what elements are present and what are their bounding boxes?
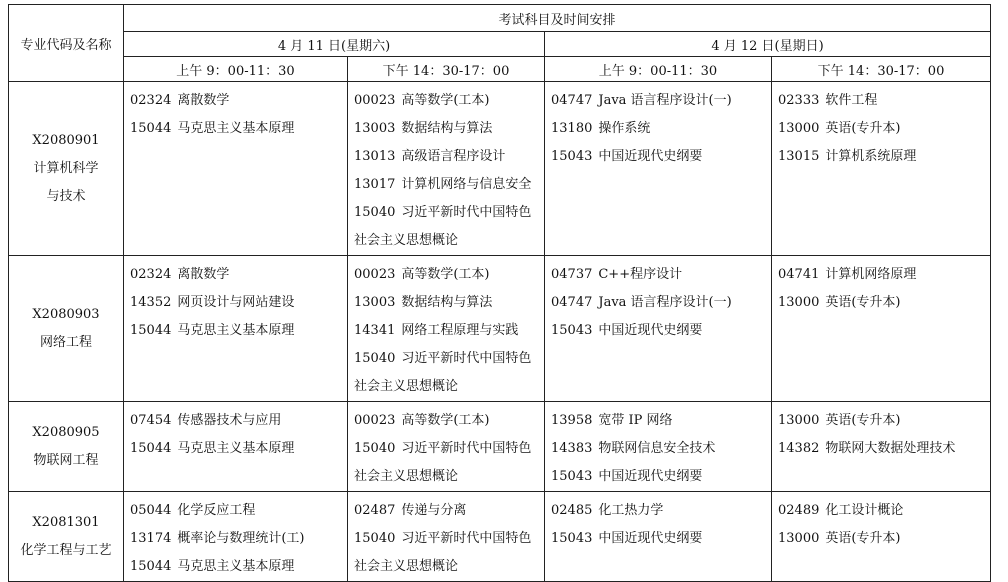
course-name: 软件工程 [825, 93, 878, 108]
course-entry [778, 289, 990, 317]
course-code: 15043 [551, 149, 593, 164]
course-entry [130, 553, 347, 581]
slot-header-2: 下午 14：30-17：00 [348, 57, 545, 82]
course-name: 中国近现代史纲要 [598, 531, 703, 546]
slot-cell [348, 256, 545, 402]
course-name: 物联网大数据处理技术 [825, 441, 956, 456]
course-name: 传递与分离 [401, 503, 467, 518]
course-entry [354, 199, 544, 255]
course-code: 13000 [778, 121, 820, 136]
course-entry [354, 497, 544, 525]
course-name: 传感器技术与应用 [177, 413, 282, 428]
course-code: 14383 [551, 441, 593, 456]
slot-cell [545, 82, 772, 256]
slot-cell [124, 82, 348, 256]
course-name: 习近平新时代中国特色 [401, 531, 532, 546]
major-name-line: 计算机科学 [33, 160, 99, 176]
course-code: 15043 [551, 531, 593, 546]
course-code: 14352 [130, 295, 172, 310]
course-name: 宽带 IP 网络 [598, 413, 673, 428]
schedule-title-header: 考试科目及时间安排 [124, 5, 991, 32]
course-entry [354, 345, 544, 401]
course-entry [130, 289, 347, 317]
course-entry [354, 317, 544, 345]
course-name: 化学反应工程 [177, 503, 256, 518]
course-name: 数据结构与算法 [401, 121, 493, 136]
course-entry [551, 435, 771, 463]
course-name: 高等数学(工本) [401, 267, 490, 282]
course-name-continued: 社会主义思想概论 [354, 379, 459, 394]
course-name: 离散数学 [177, 93, 230, 108]
course-code: 13180 [551, 121, 593, 136]
course-name: 计算机系统原理 [825, 149, 917, 164]
course-entry [354, 289, 544, 317]
course-code: 13013 [354, 149, 396, 164]
major-code: X2080903 [32, 306, 100, 322]
course-entry [551, 261, 771, 289]
course-entry [778, 261, 990, 289]
course-code: 04747 [551, 295, 593, 310]
course-name: 马克思主义基本原理 [177, 323, 295, 338]
course-code: 15040 [354, 205, 396, 220]
course-code: 13174 [130, 531, 172, 546]
course-entry [551, 143, 771, 171]
course-entry [778, 497, 990, 525]
course-entry [551, 525, 771, 553]
course-entry [130, 435, 347, 463]
course-code: 15040 [354, 531, 396, 546]
course-entry [551, 407, 771, 435]
major-name-line: 网络工程 [39, 334, 92, 350]
course-name: 习近平新时代中国特色 [401, 351, 532, 366]
course-entry [778, 87, 990, 115]
table-row [9, 492, 991, 582]
course-code: 15043 [551, 469, 593, 484]
course-name: 中国近现代史纲要 [598, 323, 703, 338]
slot-cell [545, 256, 772, 402]
day-header-2: 4 月 12 日(星期日) [545, 32, 991, 57]
course-code: 15043 [551, 323, 593, 338]
course-code: 13017 [354, 177, 396, 192]
course-code: 02324 [130, 267, 172, 282]
course-name: C++程序设计 [598, 267, 683, 282]
course-entry [130, 87, 347, 115]
slot-cell [772, 256, 991, 402]
major-name-line: 化学工程与工艺 [20, 542, 112, 558]
course-entry [130, 115, 347, 143]
course-name: 计算机网络原理 [825, 267, 917, 282]
course-name: 英语(专升本) [825, 413, 901, 428]
slot-cell [772, 82, 991, 256]
course-name-continued: 社会主义思想概论 [354, 233, 459, 248]
course-name: 中国近现代史纲要 [598, 469, 703, 484]
table-row [9, 256, 991, 402]
exam-schedule-table [8, 4, 991, 582]
course-entry [354, 87, 544, 115]
course-entry [551, 317, 771, 345]
course-entry [551, 463, 771, 491]
course-code: 13003 [354, 121, 396, 136]
course-entry [130, 317, 347, 345]
slot-cell [124, 256, 348, 402]
course-entry [354, 171, 544, 199]
major-name-line: 与技术 [46, 188, 86, 204]
slot-cell [772, 492, 991, 582]
course-entry [778, 435, 990, 463]
slot-cell [545, 492, 772, 582]
course-name: 英语(专升本) [825, 121, 901, 136]
course-entry [551, 289, 771, 317]
course-code: 00023 [354, 413, 396, 428]
major-cell [9, 256, 124, 402]
course-name: 英语(专升本) [825, 295, 901, 310]
major-cell [9, 492, 124, 582]
course-name: Java 语言程序设计(一) [598, 295, 732, 310]
slot-header-3: 上午 9：00-11：30 [545, 57, 772, 82]
course-name: 网页设计与网站建设 [177, 295, 295, 310]
slot-cell [348, 82, 545, 256]
course-entry [130, 497, 347, 525]
course-code: 13003 [354, 295, 396, 310]
course-entry [354, 435, 544, 491]
course-name: 化工热力学 [598, 503, 664, 518]
course-name: 习近平新时代中国特色 [401, 441, 532, 456]
course-entry [130, 261, 347, 289]
course-code: 15044 [130, 441, 172, 456]
course-code: 13000 [778, 413, 820, 428]
course-entry [778, 115, 990, 143]
major-column-header: 专业代码及名称 [9, 5, 124, 82]
slot-cell [124, 402, 348, 492]
course-entry [354, 407, 544, 435]
course-code: 04747 [551, 93, 593, 108]
course-name: 离散数学 [177, 267, 230, 282]
course-name: 网络工程原理与实践 [401, 323, 519, 338]
course-name: 计算机网络与信息安全 [401, 177, 532, 192]
major-cell [9, 402, 124, 492]
course-name: 操作系统 [598, 121, 651, 136]
course-code: 04741 [778, 267, 820, 282]
course-entry [778, 525, 990, 553]
course-entry [130, 407, 347, 435]
course-name: 中国近现代史纲要 [598, 149, 703, 164]
major-name-line: 物联网工程 [33, 452, 99, 468]
course-entry [551, 497, 771, 525]
course-name: 高等数学(工本) [401, 413, 490, 428]
course-name-continued: 社会主义思想概论 [354, 559, 459, 574]
course-code: 14341 [354, 323, 396, 338]
day-header-1: 4 月 11 日(星期六) [124, 32, 545, 57]
course-name: 数据结构与算法 [401, 295, 493, 310]
course-code: 13000 [778, 531, 820, 546]
course-code: 00023 [354, 93, 396, 108]
course-code: 15044 [130, 559, 172, 574]
course-code: 00023 [354, 267, 396, 282]
course-code: 02333 [778, 93, 820, 108]
course-code: 04737 [551, 267, 593, 282]
table-row [9, 82, 991, 256]
course-name: 概率论与数理统计(工) [177, 531, 305, 546]
slot-cell [124, 492, 348, 582]
course-name: 化工设计概论 [825, 503, 904, 518]
slot-cell [348, 402, 545, 492]
course-entry [130, 525, 347, 553]
course-name-continued: 社会主义思想概论 [354, 469, 459, 484]
course-name: Java 语言程序设计(一) [598, 93, 732, 108]
slot-header-1: 上午 9：00-11：30 [124, 57, 348, 82]
course-name: 马克思主义基本原理 [177, 441, 295, 456]
slot-cell [772, 402, 991, 492]
major-code: X2080901 [32, 132, 100, 148]
course-name: 马克思主义基本原理 [177, 559, 295, 574]
course-code: 07454 [130, 413, 172, 428]
course-code: 02487 [354, 503, 396, 518]
table-header [9, 5, 991, 82]
course-code: 15040 [354, 441, 396, 456]
course-name: 英语(专升本) [825, 531, 901, 546]
course-name: 习近平新时代中国特色 [401, 205, 532, 220]
course-code: 02489 [778, 503, 820, 518]
table-body [9, 82, 991, 582]
course-entry [551, 115, 771, 143]
course-entry [354, 143, 544, 171]
course-code: 13015 [778, 149, 820, 164]
course-entry [354, 261, 544, 289]
course-entry [778, 143, 990, 171]
course-code: 05044 [130, 503, 172, 518]
course-code: 15044 [130, 121, 172, 136]
course-name: 马克思主义基本原理 [177, 121, 295, 136]
slot-cell [545, 402, 772, 492]
course-entry [354, 115, 544, 143]
course-code: 15044 [130, 323, 172, 338]
course-code: 13958 [551, 413, 593, 428]
major-code: X2081301 [32, 514, 100, 530]
major-cell [9, 82, 124, 256]
slot-cell [348, 492, 545, 582]
table-row [9, 402, 991, 492]
course-entry [778, 407, 990, 435]
course-entry [551, 87, 771, 115]
course-name: 高级语言程序设计 [401, 149, 506, 164]
course-name: 高等数学(工本) [401, 93, 490, 108]
course-code: 15040 [354, 351, 396, 366]
course-name: 物联网信息安全技术 [598, 441, 716, 456]
course-code: 02324 [130, 93, 172, 108]
course-code: 02485 [551, 503, 593, 518]
major-code: X2080905 [32, 424, 100, 440]
course-code: 13000 [778, 295, 820, 310]
course-code: 14382 [778, 441, 820, 456]
slot-header-4: 下午 14：30-17：00 [772, 57, 991, 82]
